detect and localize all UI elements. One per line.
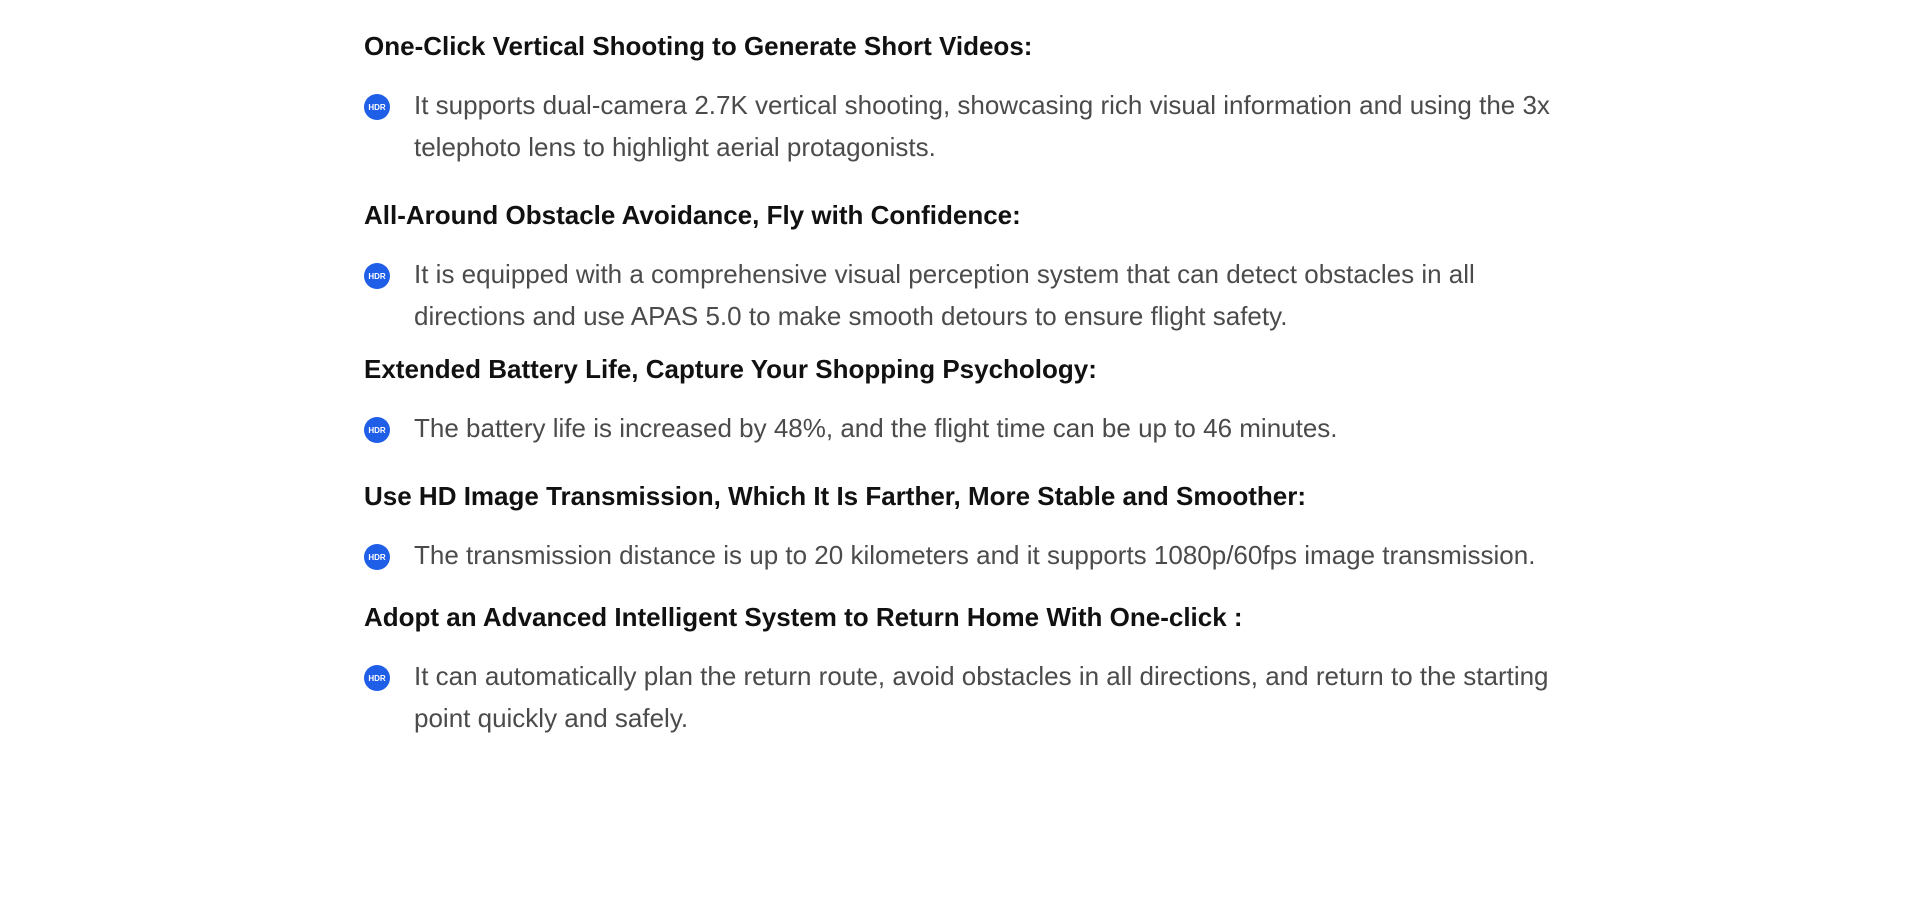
svg-text:HDR: HDR xyxy=(368,553,386,562)
feature-description: The battery life is increased by 48%, and the flight time can be up to 46 minutes. xyxy=(414,413,1338,443)
feature-bullet xyxy=(364,84,1564,168)
feature-description: It is equipped with a comprehensive visual perception system that can detect obstacles in all directions and use APAS 5.0 to make smooth detours to ensure flight safety. xyxy=(414,259,1475,331)
feature-description: The transmission distance is up to 20 kilometers and it supports 1080p/60fps image transmission. xyxy=(414,540,1536,570)
hdr-icon xyxy=(364,544,390,570)
svg-text:HDR: HDR xyxy=(368,674,386,683)
feature-vertical-shooting xyxy=(364,28,1564,168)
feature-title: Extended Battery Life, Capture Your Shopping Psychology: xyxy=(364,354,1097,384)
feature-title: One-Click Vertical Shooting to Generate Short Videos: xyxy=(364,31,1033,61)
feature-title: All-Around Obstacle Avoidance, Fly with Confidence: xyxy=(364,200,1021,230)
feature-battery-life xyxy=(364,351,1564,449)
feature-list xyxy=(364,28,1564,739)
feature-title: Use HD Image Transmission, Which It Is Farther, More Stable and Smoother: xyxy=(364,481,1306,511)
feature-obstacle-avoidance xyxy=(364,197,1564,337)
svg-text:HDR: HDR xyxy=(368,272,386,281)
feature-description: It supports dual-camera 2.7K vertical shooting, showcasing rich visual information and using the 3x telephoto lens to highlight aerial protagonists. xyxy=(414,90,1550,162)
hdr-icon xyxy=(364,417,390,443)
feature-description: It can automatically plan the return route, avoid obstacles in all directions, and return to the starting point quickly and safely. xyxy=(414,661,1549,733)
feature-title: Adopt an Advanced Intelligent System to Return Home With One-click : xyxy=(364,602,1243,632)
hdr-icon xyxy=(364,94,390,120)
hdr-icon xyxy=(364,263,390,289)
feature-bullet xyxy=(364,407,1564,449)
feature-return-home xyxy=(364,599,1564,739)
feature-bullet xyxy=(364,655,1564,739)
svg-text:HDR: HDR xyxy=(368,103,386,112)
svg-text:HDR: HDR xyxy=(368,426,386,435)
feature-bullet xyxy=(364,253,1564,337)
feature-image-transmission xyxy=(364,478,1564,576)
feature-bullet xyxy=(364,534,1564,576)
hdr-icon xyxy=(364,665,390,691)
